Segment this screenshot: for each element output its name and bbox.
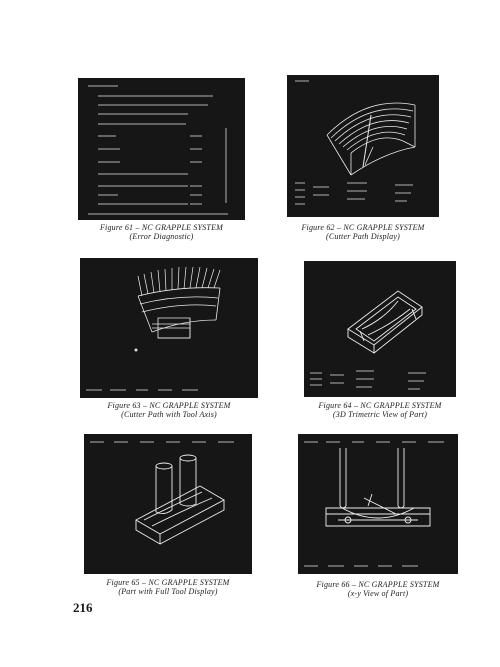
figure-63-subtitle: (Cutter Path with Tool Axis) — [121, 410, 217, 419]
figure-65-screen — [84, 434, 252, 574]
figure-64-subtitle: (3D Trimetric View of Part) — [332, 410, 428, 419]
figure-62-screen — [287, 75, 439, 217]
figure-63-caption — [80, 401, 258, 419]
figure-64-screen — [304, 261, 456, 397]
figure-61-screen — [78, 78, 245, 220]
figure-62-caption — [287, 223, 439, 241]
figure-62-title: Figure 62 – NC GRAPPLE SYSTEM — [301, 223, 425, 232]
figure-64-title: Figure 64 – NC GRAPPLE SYSTEM — [318, 401, 442, 410]
figure-63-screen — [80, 258, 258, 398]
error-diagnostic-display — [78, 78, 245, 220]
page-number: 216 — [73, 600, 93, 615]
figure-66-screen — [298, 434, 458, 574]
figure-66-subtitle: (x-y View of Part) — [347, 589, 409, 598]
trimetric-view-display — [304, 261, 456, 397]
figure-61-title: Figure 61 – NC GRAPPLE SYSTEM — [99, 223, 224, 232]
cutter-path-display — [287, 75, 439, 217]
figure-66-title: Figure 66 – NC GRAPPLE SYSTEM — [316, 580, 440, 589]
cutter-path-tool-axis-display — [80, 258, 258, 398]
figure-65-subtitle: (Part with Full Tool Display) — [118, 587, 218, 596]
figure-66-caption — [298, 580, 458, 598]
figure-62-subtitle: (Cutter Path Display) — [326, 232, 400, 241]
figure-65-title: Figure 65 – NC GRAPPLE SYSTEM — [106, 578, 230, 587]
figure-63-title: Figure 63 – NC GRAPPLE SYSTEM — [107, 401, 231, 410]
full-tool-display — [84, 434, 252, 574]
figure-65-caption — [84, 578, 252, 596]
xy-view-display — [298, 434, 458, 574]
figure-61-subtitle: (Error Diagnostic) — [129, 232, 194, 241]
figure-61-caption — [78, 223, 245, 241]
figure-64-caption — [304, 401, 456, 419]
